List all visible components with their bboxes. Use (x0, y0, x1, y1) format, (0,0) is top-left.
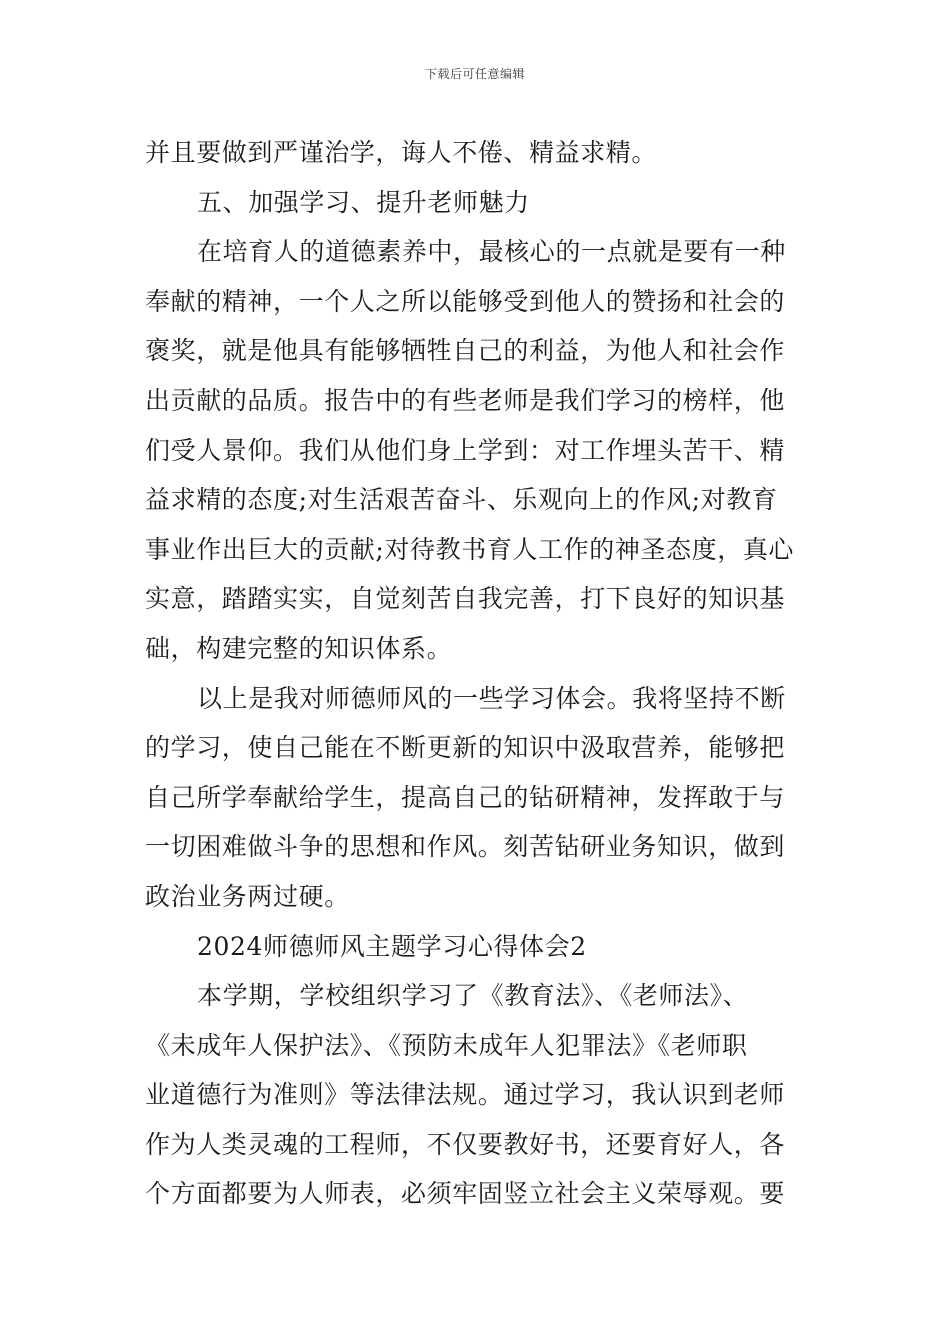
text-line: 实意，踏踏实实，自觉刻苦自我完善，打下良好的知识基 (145, 584, 786, 614)
text-line: 2024师德师风主题学习心得体会2 (197, 931, 587, 961)
body-text (145, 128, 817, 1219)
text-line: 并且要做到严谨治学，诲人不倦、精益求精。 (145, 138, 658, 167)
text-line: 益求精的态度;对生活艰苦奋斗、乐观向上的作风;对教育 (145, 485, 778, 515)
text-line: 政治业务两过硬。 (145, 881, 350, 911)
text-line: 础，构建完整的知识体系。 (145, 633, 453, 663)
text-line: 五、加强学习、提升老师魅力 (197, 187, 530, 217)
text-line: 以上是我对师德师风的一些学习体会。我将坚持不断 (197, 683, 786, 713)
text-line: 一切困难做斗争的思想和作风。刻苦钻研业务知识，做到 (145, 832, 786, 862)
page-header-note: 下载后可任意编辑 (424, 67, 525, 81)
text-line: 作为人类灵魂的工程师，不仅要教好书，还要育好人，各 (145, 1129, 786, 1159)
text-line: 本学期，学校组织学习了《教育法》、《老师法》、 (197, 981, 749, 1011)
text-line: 们受人景仰。我们从他们身上学到：对工作埋头苦干、精 (145, 435, 786, 465)
text-line: 出贡献的品质。报告中的有些老师是我们学习的榜样，他 (145, 385, 786, 415)
text-line: 事业作出巨大的贡献;对待教书育人工作的神圣态度，真心 (145, 534, 795, 564)
text-line: 的学习，使自己能在不断更新的知识中汲取营养，能够把 (145, 733, 786, 763)
text-line: 自己所学奉献给学生，提高自己的钻研精神，发挥敢于与 (145, 782, 786, 812)
text-line: 在培育人的道德素养中，最核心的一点就是要有一种 (197, 237, 786, 267)
text-line: 业道德行为准则》等法律法规。通过学习，我认识到老师 (145, 1080, 786, 1110)
text-line: 褒奖，就是他具有能够牺牲自己的利益，为他人和社会作 (145, 336, 786, 366)
text-line: 《未成年人保护法》、《预防未成年人犯罪法》《老师职 (145, 1030, 748, 1060)
text-line: 奉献的精神，一个人之所以能够受到他人的赞扬和社会的 (145, 286, 786, 316)
text-line: 个方面都要为人师表，必须牢固竖立社会主义荣辱观。要 (145, 1179, 786, 1209)
